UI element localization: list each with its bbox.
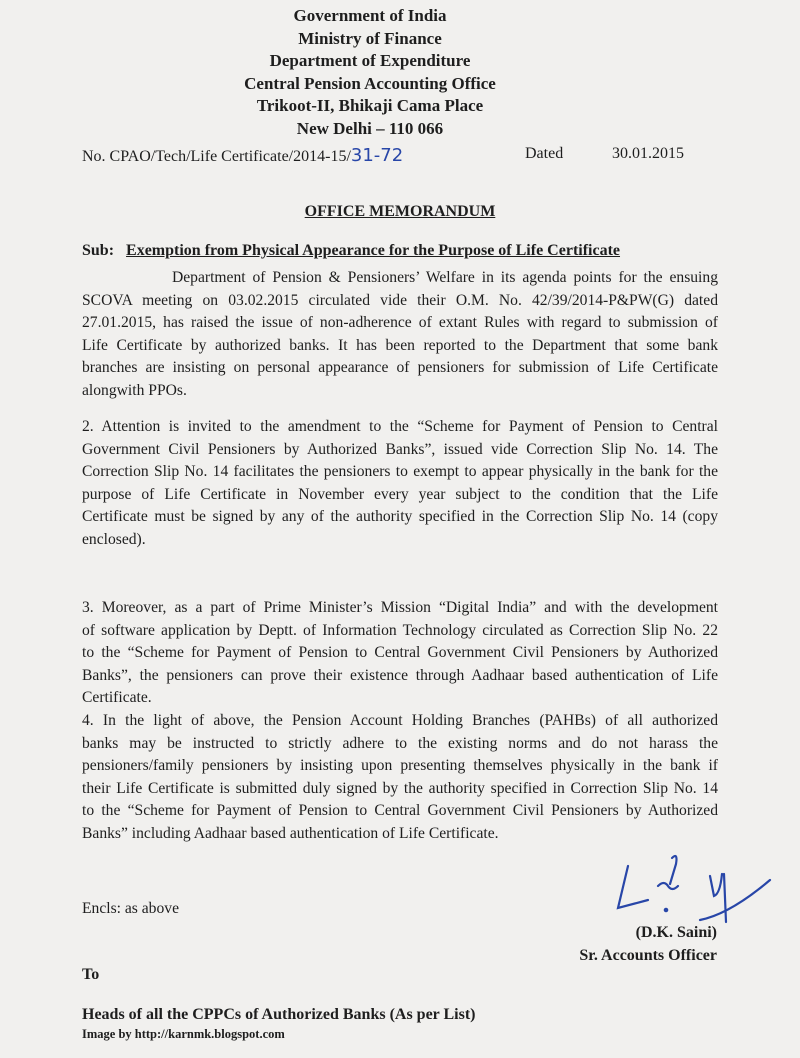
text-line: 3. Moreover, as a part of Prime Minister’s Mission “Digital India” and with the development — [82, 599, 718, 616]
signatory — [579, 922, 717, 967]
text-line: Certificate. — [82, 689, 152, 707]
text-line: 2. Attention is invited to the amendment to the “Scheme for Payment of Pension to Central — [82, 418, 718, 435]
signature-icon — [600, 848, 780, 928]
signatory-designation: Sr. Accounts Officer — [579, 946, 717, 964]
text-line: purpose of Life Certificate in November every year subject to the condition that the Life — [82, 485, 718, 503]
text-line: 4. In the light of above, the Pension Account Holding Branches (PAHBs) of all authorized — [82, 712, 718, 729]
text-line: Banks” including Aadhaar based authentication of Life Certificate. — [82, 824, 499, 842]
subject-text: Exemption from Physical Appearance for the Purpose of Life Certificate — [126, 242, 621, 259]
letterhead-line: Department of Expenditure — [269, 51, 471, 70]
text-line: to the “Scheme for Payment of Pension to Central Government Civil Pensioners by Authorized — [82, 802, 718, 820]
reference-text: No. CPAO/Tech/Life Certificate/2014-15/ — [82, 148, 351, 165]
text-line: 27.01.2015, has raised the issue of non-adherence of extant Rules with regard to submission of — [82, 314, 718, 332]
letterhead — [0, 5, 740, 140]
letterhead-line: Ministry of Finance — [298, 28, 442, 48]
signatory-name: (D.K. Saini) — [635, 924, 717, 941]
image-credit: Image by http://karnmk.blogspot.com — [82, 1027, 285, 1041]
text-line: alongwith PPOs. — [82, 381, 187, 399]
addressee: Heads of all the CPPCs of Authorized Banks (As per List) — [82, 1006, 476, 1023]
text-line: pensioners/family pensioners by insisting upon presenting themselves physically in the bank if — [82, 757, 718, 775]
text-line: Government Civil Pensioners by Authorized Banks”, issued vide Correction Slip No. 14. The — [82, 440, 718, 458]
text-line: Life Certificate by authorized banks. It has been reported to the Department that some bank — [82, 336, 718, 354]
text-line: banks may be instructed to strictly adhere to the existing norms and do not harass the — [82, 734, 718, 752]
reference-number — [82, 145, 403, 166]
paragraph-1 — [82, 267, 718, 403]
text-line: branches are insisting on personal appearance of pensioners for submission of Life Certificate — [82, 359, 718, 377]
letterhead-line: New Delhi – 110 066 — [296, 118, 444, 138]
to-label: To — [82, 966, 100, 983]
text-line: to the “Scheme for Payment of Pension to Central Government Civil Pensioners by Authorized — [82, 644, 718, 662]
letterhead-line: Central Pension Accounting Office — [244, 73, 496, 93]
text-line: Department of Pension & Pensioners’ Welfare in its agenda points for the ensuing — [172, 269, 718, 286]
enclosures: Encls: as above — [82, 900, 179, 917]
handwritten-number: 31-72 — [350, 145, 404, 166]
document-title: OFFICE MEMORANDUM — [304, 203, 496, 220]
text-line: Banks”, the pensioners can prove their existence through Aadhaar based authentication of Life — [82, 666, 718, 684]
text-line: SCOVA meeting on 03.02.2015 circulated vide their O.M. No. 42/39/2014-P&PW(G) dated — [82, 291, 718, 309]
text-line: Correction Slip No. 14 facilitates the pensioners to exempt to appear physically in the bank for the — [82, 463, 718, 481]
text-line: of software application by Deptt. of Information Technology circulated as Correction Slip No. 22 — [82, 621, 718, 639]
text-line: their Life Certificate is submitted duly signed by the authority specified in Correction Slip No. 14 — [82, 779, 718, 797]
text-line: enclosed). — [82, 530, 146, 548]
date: 30.01.2015 — [612, 145, 684, 162]
paragraph-2 — [82, 416, 718, 552]
subject-label: Sub: — [82, 242, 115, 259]
dated-label: Dated — [525, 145, 564, 162]
paragraph-4 — [82, 710, 718, 846]
letterhead-line: Trikoot-II, Bhikaji Cama Place — [256, 96, 484, 115]
subject — [82, 242, 620, 260]
letterhead-line: Government of India — [293, 6, 447, 25]
paragraph-3 — [82, 597, 718, 710]
text-line: Certificate must be signed by any of the authority specified in the Correction Slip No. 14 (copy — [82, 508, 718, 526]
